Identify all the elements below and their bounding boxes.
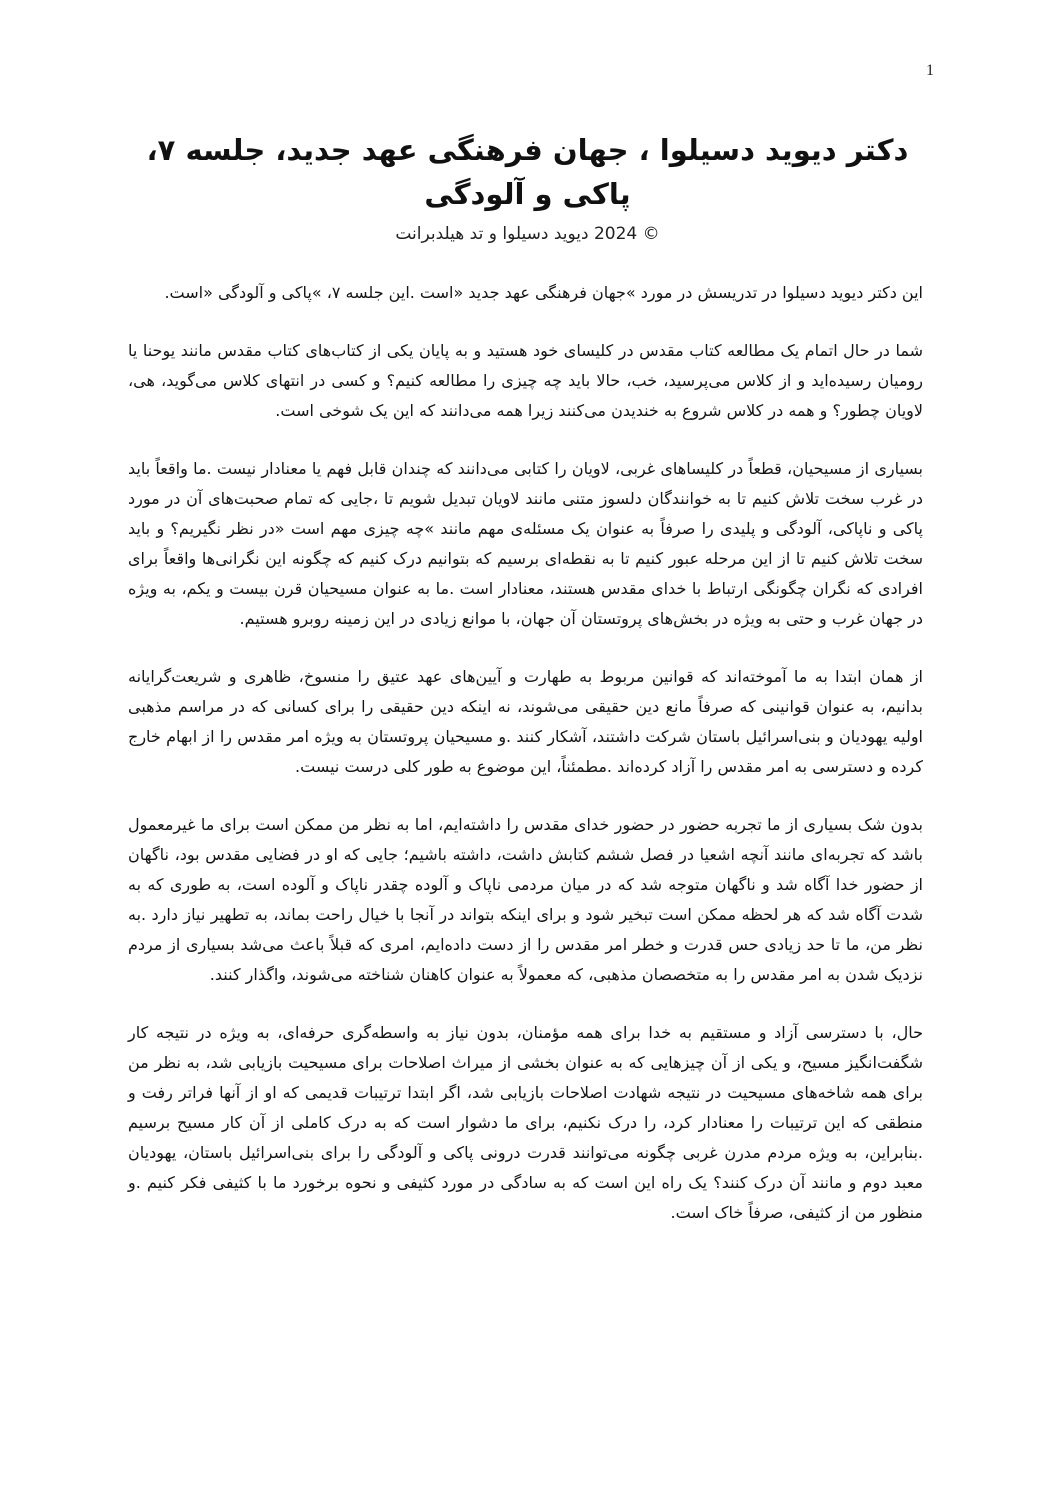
copyright-line — [130, 222, 925, 246]
paragraph-intro: این دکتر دیوید دسیلوا در تدریسش در مورد »جهان فرهنگی عهد جدید «است .این جلسه ۷، »پاکی و آلودگی «است. — [164, 283, 923, 302]
document-body — [128, 278, 923, 1256]
paragraph: بدون شک بسیاری از ما تجربه حضور در حضور خدای مقدس را داشته‌ایم، اما به نظر من ممکن است برای ما غیرمعمول باشد که تجربه‌ای مانند آنچه اشعیا در فصل ششم کتابش داشت، داشته باشیم؛ جایی که او در فضایی مقدس بود، ناگهان از حضور خدا آگاه شد و ناگهان متوجه شد که در میان مردمی ناپاک و آلوده چقدر ناپاک و آلوده است، به طوری که به شدت آگاه شد که هر لحظه ممکن است تبخیر شود و برای اینکه بتواند در آنجا با خیال راحت بماند، به تطهیر نیاز دارد .به نظر من، ما تا حد زیادی حس قدرت و خطر امر مقدس را از دست داده‌ایم، امری که قبلاً باعث می‌شد بسیاری از مردم نزدیک شدن به امر مقدس را به متخصصان مذهبی، که معمولاً به عنوان کاهنان شناخته می‌شوند، واگذار کنند. — [128, 815, 923, 984]
paragraph: شما در حال اتمام یک مطالعه کتاب مقدس در کلیسای خود هستید و به پایان یکی از کتاب‌های کتاب مقدس مانند یوحنا یا رومیان رسیده‌اید و از کلاس می‌پرسید، خب، حالا باید چه چیزی را مطالعه کنیم؟ و کسی در انتهای کلاس می‌گوید، هی، لاویان چطور؟ و همه در کلاس شروع به خندیدن می‌کنند زیرا همه می‌دانند که این یک شوخی است. — [128, 341, 923, 420]
paragraph: از همان ابتدا به ما آموخته‌اند که قوانین مربوط به طهارت و آیین‌های عهد عتیق را منسوخ، ظاهری و شریعت‌گرایانه بدانیم، به عنوان قوانینی که صرفاً مانع دین حقیقی می‌شوند، نه اینکه دین حقیقی را برای کسانی که در مراسم مذهبی اولیه یهودیان و بنی‌اسرائیل باستان شرکت داشتند، آشکار کنند .و مسیحیان پروتستان به ویژه امر مقدس را از ابهام خارج کرده و دسترسی به امر مقدس را آزاد کرده‌اند .مطمئناً، این موضوع به طور کلی درست نیست. — [128, 667, 923, 776]
paragraph: بسیاری از مسیحیان، قطعاً در کلیساهای غربی، لاویان را کتابی می‌دانند که چندان قابل فهم یا معنادار نیست .ما واقعاً باید در غرب سخت تلاش کنیم تا به خوانندگان دلسوز متنی مانند لاویان تبدیل شویم تا ،جایی که تمام صحبت‌های آن در مورد پاکی و ناپاکی، آلودگی و پلیدی را صرفاً به عنوان یک مسئله‌ی مهم مانند »چه چیزی مهم است «در نظر نگیریم؟ و باید سخت تلاش کنیم تا از این مرحله عبور کنیم تا به نقطه‌ای برسیم که بتوانیم درک کنیم که چگونه این نگرانی‌ها واقعاً برای افرادی که نگران چگونگی ارتباط با خدای مقدس هستند، معنادار است .ما به عنوان مسیحیان قرن بیست و یکم، به ویژه در جهان غرب و حتی به ویژه در بخش‌های پروتستان آن جهان، با موانع زیادی در این زمینه روبرو هستیم. — [128, 459, 923, 628]
copyright-text: © 2024 دیوید دسیلوا و تد هیلدبرانت — [395, 224, 660, 244]
document-header — [130, 128, 925, 246]
document-title: دکتر دیوید دسیلوا ، جهان فرهنگی عهد جدید، جلسه ۷، پاکی و آلودگی — [146, 133, 909, 211]
page-number: 1 — [926, 62, 934, 79]
paragraph: حال، با دسترسی آزاد و مستقیم به خدا برای همه مؤمنان، بدون نیاز به واسطه‌گری حرفه‌ای، به ویژه در نتیجه کار شگفت‌انگیز مسیح، و یکی از آن چیزهایی که به عنوان بخشی از میراث اصلاحات برای مسیحیت بازیابی شد، به نظر من برای همه شاخه‌های مسیحیت در نتیجه شهادت اصلاحات بازیابی شد، اگر ابتدا ترتیبات قدیمی که او از آنها فراتر رفت و منطقی که این ترتیبات را معنادار کرد، را درک نکنیم، برای ما دشوار است که به درک کاملی از آن کار مسیح برسیم .بنابراین، به ویژه مردم مدرن غربی چگونه می‌توانند قدرت درونی پاکی و آلودگی را برای بنی‌اسرائیل باستان، یهودیان معبد دوم و مانند آن درک کنند؟ یک راه این است که به سادگی در مورد کثیفی و نحوه برخورد ما با کثیفی فکر کنیم .و منظور من از کثیفی، صرفاً خاک است. — [128, 1023, 923, 1222]
